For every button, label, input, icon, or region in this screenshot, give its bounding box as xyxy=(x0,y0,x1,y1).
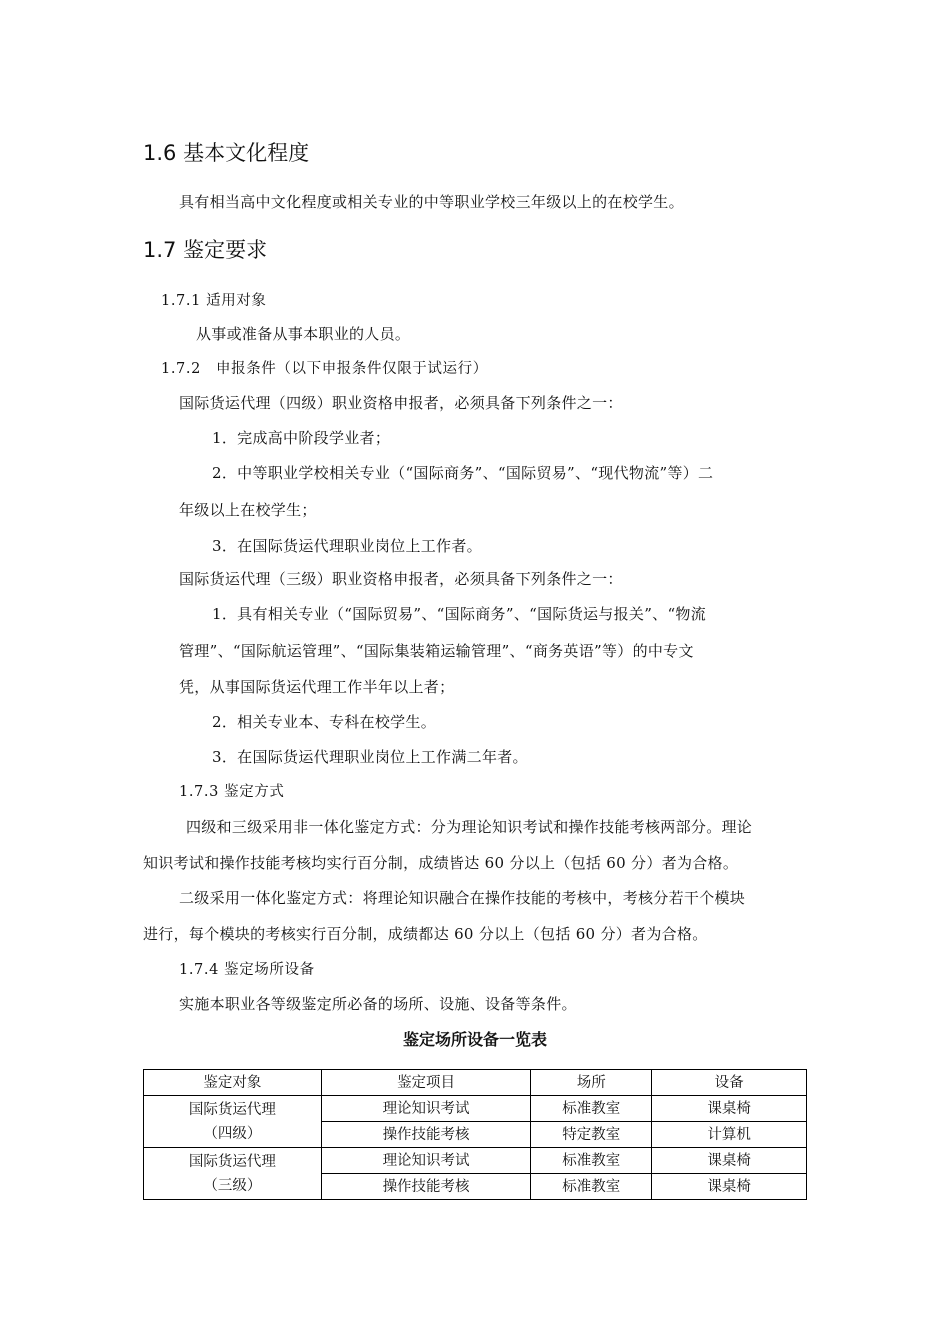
method-paragraph-1: 四级和三级采用非一体化鉴定方式：分为理论知识考试和操作技能考核两部分。理论 xyxy=(186,818,753,836)
method-paragraph-1-cont: 知识考试和操作技能考核均实行百分制，成绩皆达 60 分以上（包括 60 分）者为合格。 xyxy=(143,854,739,872)
table-cell: 计算机 xyxy=(652,1122,807,1148)
table-cell: 操作技能考核 xyxy=(321,1122,531,1148)
subheading-1-7-4: 1.7.4 鉴定场所设备 xyxy=(179,962,315,978)
level3-condition-3: 3．在国际货运代理职业岗位上工作满二年者。 xyxy=(212,748,528,766)
table-header-row xyxy=(144,1070,807,1096)
subheading-1-7-2: 1.7.2 申报条件（以下申报条件仅限于试运行） xyxy=(161,361,488,377)
table-cell: 课桌椅 xyxy=(652,1096,807,1122)
level4-condition-2-cont: 年级以上在校学生； xyxy=(179,501,317,519)
table-cell: 课桌椅 xyxy=(652,1174,807,1200)
subject-cell xyxy=(144,1096,322,1148)
subject-cell xyxy=(144,1148,322,1200)
table-cell: 理论知识考试 xyxy=(321,1096,531,1122)
table-cell: 理论知识考试 xyxy=(321,1148,531,1174)
level4-intro: 国际货运代理（四级）职业资格申报者，必须具备下列条件之一： xyxy=(179,394,623,412)
level3-condition-1-cont: 管理”、“国际航运管理”、“国际集装箱运输管理”、“商务英语”等）的中专文 xyxy=(179,642,694,660)
subheading-1-7-3: 1.7.3 鉴定方式 xyxy=(179,784,285,800)
table-cell: 课桌椅 xyxy=(652,1148,807,1174)
level4-condition-3: 3．在国际货运代理职业岗位上工作者。 xyxy=(212,537,482,555)
header-cell: 鉴定对象 xyxy=(144,1070,322,1096)
paragraph-education: 具有相当高中文化程度或相关专业的中等职业学校三年级以上的在校学生。 xyxy=(179,193,684,211)
table-cell: 特定教室 xyxy=(531,1122,652,1148)
level4-condition-1: 1．完成高中阶段学业者； xyxy=(212,429,391,447)
subject-name: 国际货运代理 xyxy=(188,1101,276,1118)
equipment-table xyxy=(143,1069,807,1200)
paragraph-target: 从事或准备从事本职业的人员。 xyxy=(196,325,411,343)
table-cell: 标准教室 xyxy=(531,1174,652,1200)
subject-name: 国际货运代理 xyxy=(188,1153,276,1170)
table-cell: 操作技能考核 xyxy=(321,1174,531,1200)
table-cell: 标准教室 xyxy=(531,1148,652,1174)
method-paragraph-2: 二级采用一体化鉴定方式：将理论知识融合在操作技能的考核中，考核分若干个模块 xyxy=(179,889,746,907)
section-heading-1-6: 1.6 基本文化程度 xyxy=(143,141,310,165)
subheading-1-7-1: 1.7.1 适用对象 xyxy=(161,293,267,309)
level3-condition-1-cont2: 凭，从事国际货运代理工作半年以上者； xyxy=(179,678,455,696)
subject-level: （四级） xyxy=(203,1125,262,1142)
paragraph-facilities: 实施本职业各等级鉴定所必备的场所、设施、设备等条件。 xyxy=(179,995,577,1013)
section-heading-1-7: 1.7 鉴定要求 xyxy=(143,238,268,262)
table-title: 鉴定场所设备一览表 xyxy=(402,1030,547,1049)
level3-condition-2: 2．相关专业本、专科在校学生。 xyxy=(212,713,437,731)
level3-condition-1: 1．具有相关专业（“国际贸易”、“国际商务”、“国际货运与报关”、“物流 xyxy=(212,605,707,623)
header-cell: 鉴定项目 xyxy=(321,1070,531,1096)
table-cell: 标准教室 xyxy=(531,1096,652,1122)
level3-intro: 国际货运代理（三级）职业资格申报者，必须具备下列条件之一： xyxy=(179,570,623,588)
subject-level: （三级） xyxy=(203,1177,262,1194)
table-row xyxy=(144,1148,807,1174)
table-row xyxy=(144,1096,807,1122)
header-cell: 场所 xyxy=(531,1070,652,1096)
header-cell: 设备 xyxy=(652,1070,807,1096)
level4-condition-2: 2．中等职业学校相关专业（“国际商务”、“国际贸易”、“现代物流”等）二 xyxy=(212,464,714,482)
method-paragraph-2-cont: 进行，每个模块的考核实行百分制，成绩都达 60 分以上（包括 60 分）者为合格。 xyxy=(143,925,708,943)
